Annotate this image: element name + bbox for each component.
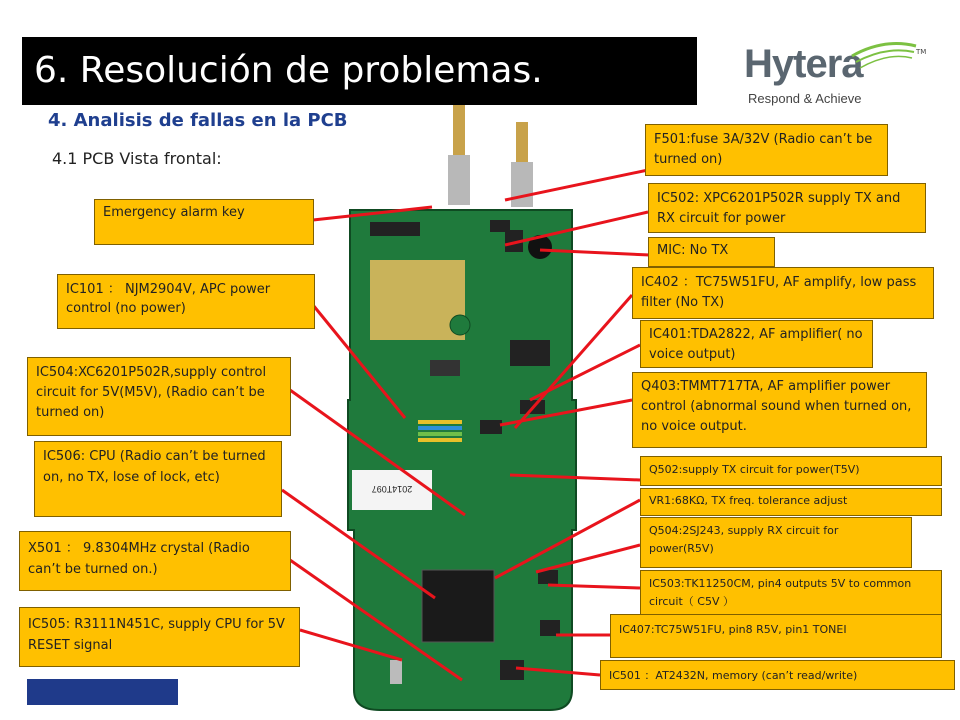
chip bbox=[540, 620, 560, 636]
chip bbox=[430, 360, 460, 376]
chip bbox=[505, 230, 523, 252]
label-q403 bbox=[632, 372, 927, 448]
antenna-left-base bbox=[448, 155, 470, 205]
label-text: IC501 ：AT2432N, memory (can’t read/write) bbox=[609, 669, 858, 682]
label-text: VR1:68KΩ, TX freq. tolerance adjust bbox=[649, 494, 848, 507]
label-ic501 bbox=[600, 660, 955, 690]
label-text: IC401:TDA2822, AF amplifier( no voice output) bbox=[649, 327, 863, 362]
label-x501 bbox=[19, 531, 291, 591]
cpu-chip bbox=[422, 570, 494, 642]
label-emergency-alarm-key bbox=[94, 199, 314, 245]
label-text: Q403:TMMT717TA, AF amplifier power control (abnormal sound when turned on, no voice output. bbox=[641, 379, 912, 434]
label-vr1 bbox=[640, 488, 942, 516]
chip bbox=[370, 222, 420, 236]
label-text: Q504:2SJ243, supply RX circuit for power(R5V) bbox=[649, 524, 839, 555]
label-ic505 bbox=[19, 607, 300, 667]
microphone bbox=[528, 235, 552, 259]
antenna-left bbox=[453, 105, 465, 155]
label-ic503 bbox=[640, 570, 942, 615]
label-ic502 bbox=[648, 183, 926, 233]
antenna-right bbox=[516, 122, 528, 162]
antenna-right-base bbox=[511, 162, 533, 207]
wire bbox=[418, 420, 462, 424]
label-ic401 bbox=[640, 320, 873, 368]
label-text: IC407:TC75W51FU, pin8 R5V, pin1 TONEI bbox=[619, 623, 847, 636]
chip bbox=[538, 570, 558, 584]
label-text: IC503:TK11250CM, pin4 outputs 5V to common circuit（ C5V ） bbox=[649, 577, 912, 608]
chip bbox=[480, 420, 502, 434]
mount-hole bbox=[450, 315, 470, 335]
serial-sticker-text: 2014T097 bbox=[371, 484, 413, 494]
section-heading: 4.1 PCB Vista frontal: bbox=[52, 149, 222, 168]
chip bbox=[510, 340, 550, 366]
label-text: F501:fuse 3A/32V (Radio can’t be turned on) bbox=[654, 132, 873, 167]
section-subtitle: 4. Analisis de fallas en la PCB bbox=[48, 110, 348, 131]
label-text: MIC: No TX bbox=[657, 243, 729, 258]
logo-trademark: TM bbox=[916, 48, 927, 56]
label-text: Emergency alarm key bbox=[103, 205, 245, 220]
label-q504 bbox=[640, 517, 912, 568]
label-ic101 bbox=[57, 274, 315, 329]
label-mic bbox=[648, 237, 775, 267]
title-bar bbox=[22, 37, 697, 105]
hytera-logo bbox=[744, 40, 944, 110]
logo-tagline: Respond & Achieve bbox=[748, 91, 862, 106]
wire bbox=[418, 426, 462, 430]
page-title: 6. Resolución de problemas. bbox=[34, 50, 543, 91]
label-ic506 bbox=[34, 441, 282, 517]
wire bbox=[418, 432, 462, 436]
label-ic407 bbox=[610, 614, 942, 658]
pcb-board-image bbox=[340, 100, 590, 720]
label-text: IC502: XPC6201P502R supply TX and RX circuit for power bbox=[657, 191, 901, 226]
logo-wordmark: Hytera bbox=[744, 42, 863, 86]
label-text: Q502:supply TX circuit for power(T5V) bbox=[649, 463, 860, 476]
label-text: IC101 ： NJM2904V, APC power control (no power) bbox=[66, 282, 271, 316]
label-text: IC504:XC6201P502R,supply control circuit for 5V(M5V), (Radio can’t be turned on) bbox=[36, 365, 267, 420]
label-f501 bbox=[645, 124, 888, 176]
wire bbox=[418, 438, 462, 442]
crystal bbox=[390, 660, 402, 684]
chip bbox=[500, 660, 524, 680]
label-ic504 bbox=[27, 357, 291, 436]
chip bbox=[520, 400, 545, 414]
label-text: X501 ： 9.8304MHz crystal (Radio can’t be turned on.) bbox=[28, 541, 250, 577]
label-text: IC402 ：TC75W51FU, AF amplify, low pass filter (No TX) bbox=[641, 275, 917, 310]
label-text: IC505: R3111N451C, supply CPU for 5V RESET signal bbox=[28, 617, 285, 653]
label-ic402 bbox=[632, 267, 934, 319]
footer-bar bbox=[27, 679, 178, 705]
label-q502 bbox=[640, 456, 942, 486]
label-text: IC506: CPU (Radio can’t be turned on, no TX, lose of lock, etc) bbox=[43, 449, 266, 485]
